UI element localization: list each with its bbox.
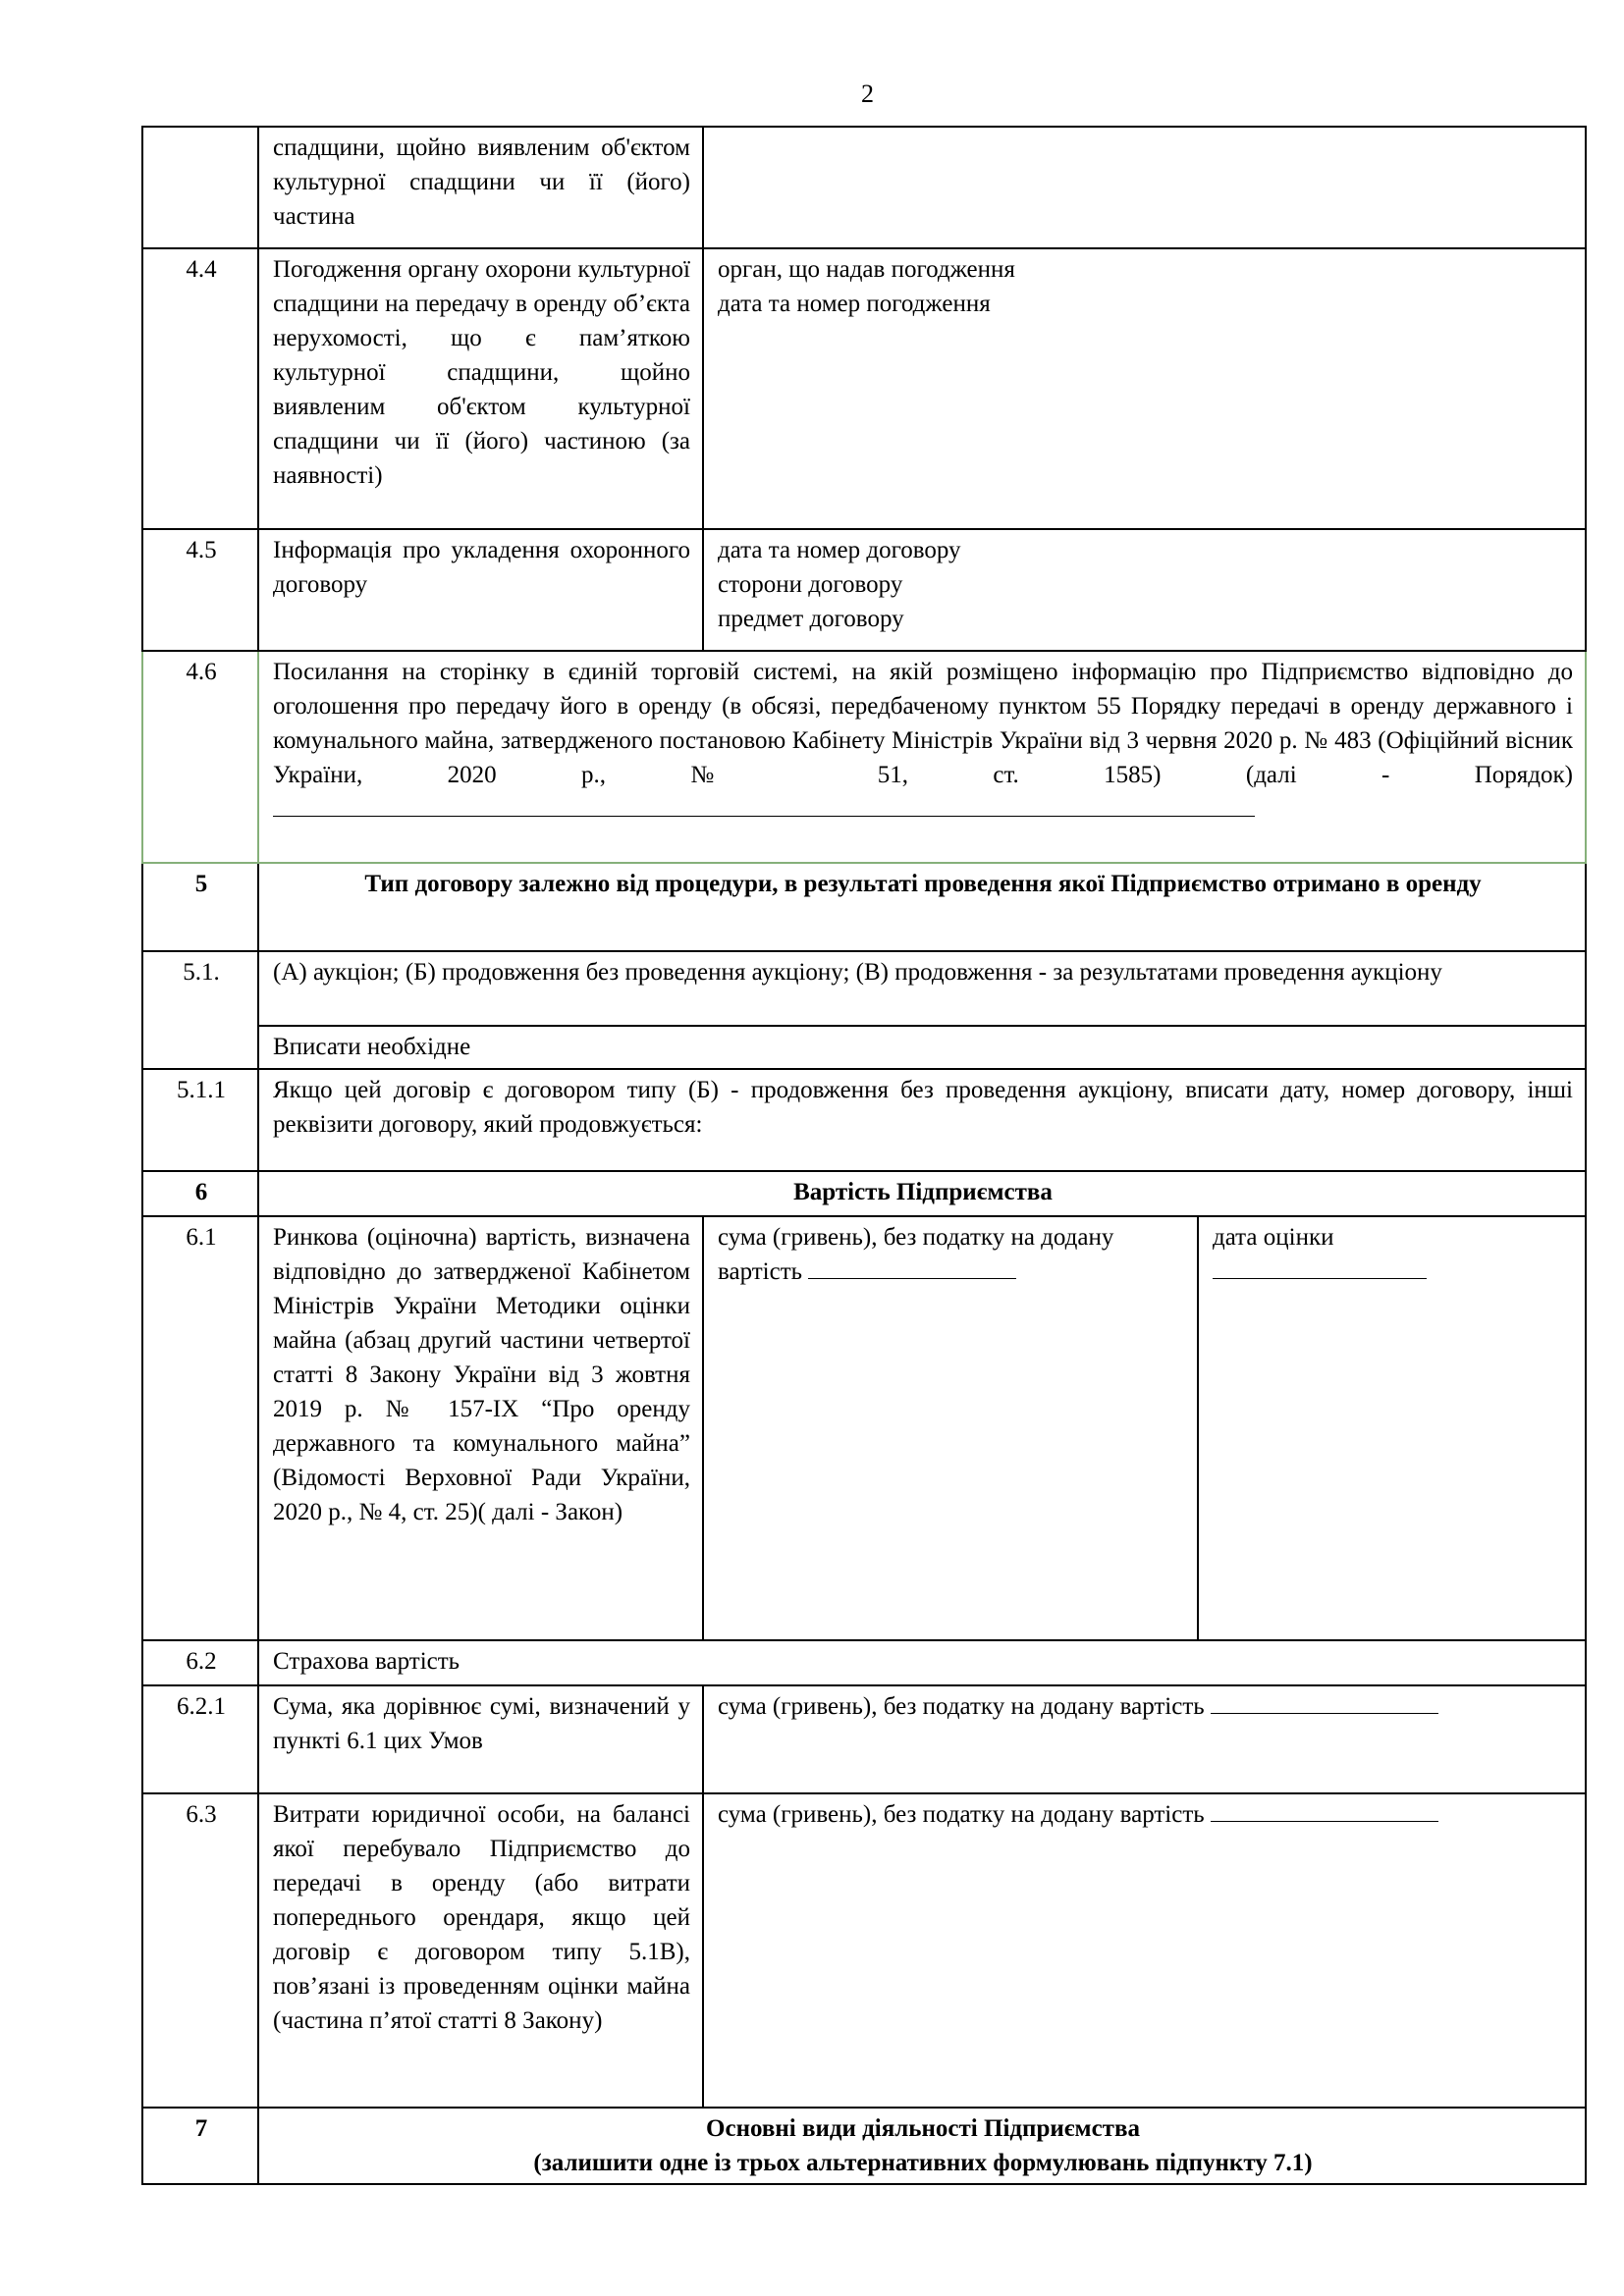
fill-in-line [273, 792, 1255, 817]
row-description: Інформація про укладення охоронного договору [258, 529, 703, 651]
section-number: 7 [142, 2108, 258, 2184]
table-row [142, 2108, 1586, 2184]
row-value-cell [703, 248, 1586, 529]
value-line: сторони договору [718, 571, 903, 598]
section-number: 6 [142, 1171, 258, 1216]
row-text: Якщо цей договір є договором типу (Б) - продовження без проведення аукціону, вписати дату, номер договору, інші реквізити договору, який продовжується: [258, 1069, 1586, 1171]
value-line: дата та номер договору [718, 537, 961, 563]
table-row [142, 1793, 1586, 2108]
row-description: спадщини, щойно виявленим об'єктом культурної спадщини чи її (його) частина [258, 127, 703, 248]
table-row [142, 248, 1586, 529]
fill-in-line [1211, 1689, 1438, 1714]
date-cell [1198, 1216, 1586, 1640]
row-number: 5.1. [142, 951, 258, 1069]
table-row [142, 1069, 1586, 1171]
row-number: 5.1.1 [142, 1069, 258, 1171]
table-row [142, 951, 1586, 1026]
row-description: Погодження органу охорони культурної спадщини на передачу в оренду об’єкта нерухомості, що є пам’яткою культурної спадщини, щойно виявленим об'єктом культурної спадщини чи її (його) частиною (за наявності) [258, 248, 703, 529]
row-value-cell [703, 127, 1586, 248]
row-text: Страхова вартість [258, 1640, 1586, 1685]
table-row [142, 1640, 1586, 1685]
value-line: дата та номер погодження [718, 291, 991, 317]
table-row [142, 1026, 1586, 1069]
value-line: орган, що надав погодження [718, 256, 1015, 283]
row-number: 4.5 [142, 529, 258, 651]
section-number: 5 [142, 863, 258, 951]
table-row [142, 1685, 1586, 1793]
row-number: 6.3 [142, 1793, 258, 2108]
sum-label: сума (гривень), без податку на додану вартість [718, 1224, 1114, 1285]
row-number: 6.2.1 [142, 1685, 258, 1793]
row-description: Витрати юридичної особи, на балансі якої перебувало Підприємство до передачі в оренду (або витрати попереднього орендаря, якщо цей договір є договором типу 5.1В), пов’язані із проведенням оцінки майна (частина п’ятої статті 8 Закону) [258, 1793, 703, 2108]
section-heading: Основні види діяльності Підприємства [706, 2115, 1140, 2142]
section-subheading: (залишити одне із трьох альтернативних формулювань підпункту 7.1) [533, 2150, 1313, 2176]
table-row [142, 1216, 1586, 1640]
table-row [142, 1171, 1586, 1216]
fill-in-line [1211, 1797, 1438, 1822]
row-number: 6.2 [142, 1640, 258, 1685]
sum-cell [703, 1793, 1586, 2108]
value-line: предмет договору [718, 606, 904, 632]
sum-cell [703, 1685, 1586, 1793]
table-row [142, 863, 1586, 951]
fill-in-line [808, 1255, 1016, 1279]
row-text: Вписати необхідне [258, 1026, 1586, 1069]
row-text: Посилання на сторінку в єдиній торговій системі, на якій розміщено інформацію про Підприємство відповідно до оголошення про передачу його в оренду (в обсязі, передбаченому пунктом 55 Порядку передачі в оренду державного і комунального майна, затвердженого постановою Кабінету Міністрів України від 3 червня 2020 р. № 483 (Офіційний вісник України, 2020 р., № 51, ст. 1585) (далі - Порядок) [273, 659, 1573, 788]
section-heading: Вартість Підприємства [258, 1171, 1586, 1216]
sum-label: сума (гривень), без податку на додану вартість [718, 1801, 1211, 1828]
row-number: 4.4 [142, 248, 258, 529]
page-number: 2 [861, 80, 874, 108]
table-row [142, 529, 1586, 651]
section-heading: Тип договору залежно від процедури, в результаті проведення якої Підприємство отримано в оренду [258, 863, 1586, 951]
row-number: 6.1 [142, 1216, 258, 1640]
row-value-cell [703, 529, 1586, 651]
row-number-cell [142, 127, 258, 248]
date-label: дата оцінки [1213, 1224, 1334, 1251]
sum-label: сума (гривень), без податку на додану вартість [718, 1693, 1211, 1720]
row-number: 4.6 [142, 651, 258, 863]
conditions-table [141, 126, 1587, 2185]
section-heading-cell [258, 2108, 1586, 2184]
row-description: Сума, яка дорівнює сумі, визначений у пункті 6.1 цих Умов [258, 1685, 703, 1793]
sum-cell [703, 1216, 1198, 1640]
table-row [142, 127, 1586, 248]
table-row [142, 651, 1586, 863]
row-text-cell [258, 651, 1586, 863]
fill-in-line [1213, 1255, 1427, 1279]
row-description: Ринкова (оціночна) вартість, визначена відповідно до затвердженої Кабінетом Міністрів України Методики оцінки майна (абзац другий частини четвертої статті 8 Закону України від 3 жовтня 2019 р. № 157-IX “Про оренду державного та комунального майна” (Відомості Верховної Ради України, 2020 р., № 4, ст. 25)( далі - Закон) [258, 1216, 703, 1640]
row-text: (А) аукціон; (Б) продовження без проведення аукціону; (В) продовження - за результатами проведення аукціону [258, 951, 1586, 1026]
